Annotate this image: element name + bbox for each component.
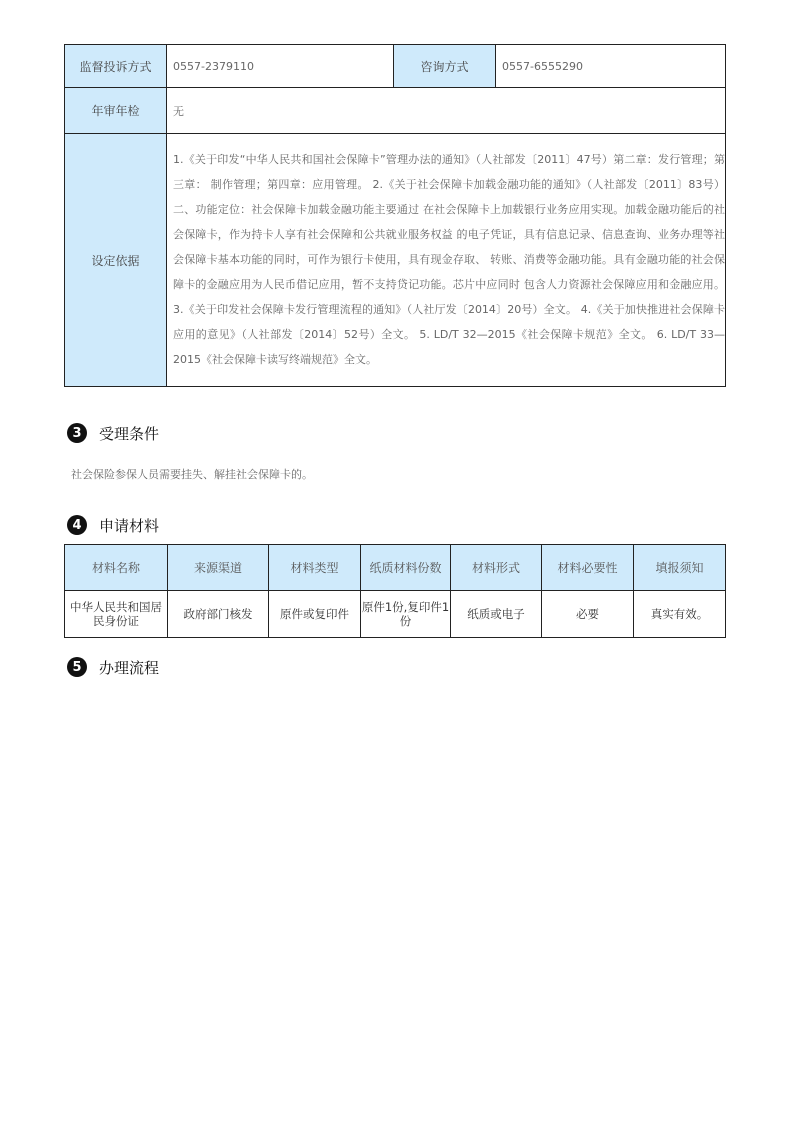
complaint-value: 0557-2379110: [167, 45, 394, 88]
header-necessity: 材料必要性: [542, 545, 634, 591]
cell-necessity: 必要: [542, 591, 634, 638]
basis-label: 设定依据: [65, 134, 167, 387]
header-copies: 纸质材料份数: [361, 545, 451, 591]
table-row: [65, 591, 726, 638]
header-notes: 填报须知: [634, 545, 726, 591]
consult-value: 0557-6555290: [496, 45, 726, 88]
acceptance-text: 社会保险参保人员需要挂失、解挂社会保障卡的。: [71, 468, 313, 481]
header-material-name: 材料名称: [65, 545, 168, 591]
annual-label: 年审年检: [65, 88, 167, 134]
section-acceptance: [67, 422, 159, 444]
cell-type: 原件或复印件: [269, 591, 361, 638]
section-process: [67, 656, 159, 678]
number-3-icon: 3: [67, 423, 87, 443]
header-source: 来源渠道: [168, 545, 269, 591]
cell-material-name: 中华人民共和国居民身份证: [65, 591, 168, 638]
number-4-icon: 4: [67, 515, 87, 535]
consult-label: 咨询方式: [394, 45, 496, 88]
cell-notes: 真实有效。: [634, 591, 726, 638]
section-materials: [67, 514, 159, 536]
materials-table: [64, 544, 726, 638]
cell-source: 政府部门核发: [168, 591, 269, 638]
section-materials-title: 申请材料: [99, 516, 160, 535]
number-5-icon: 5: [67, 657, 87, 677]
annual-value: 无: [167, 88, 726, 134]
section-acceptance-title: 受理条件: [99, 424, 160, 443]
cell-form: 纸质或电子: [451, 591, 542, 638]
info-table: [64, 44, 726, 387]
basis-text: 1.《关于印发“中华人民共和国社会保障卡”管理办法的通知》（人社部发〔2011〕47号）第二章：发行管理；第三章： 制作管理；第四章：应用管理。 2.《关于社会保障卡加载金融功能的通知》（人社部发〔2011〕83号）二、功能定位：社会保障卡加载金融功能主要通过 在社会保障卡上加载银行业务应用实现。加载金融功能后的社会保障卡，作为持卡人享有社会保障和公共就业服务权益 的电子凭证，具有信息记录、信息查询、业务办理等社会保障卡基本功能的同时，可作为银行卡使用，具有现金存取、 转账、消费等金融功能。具有金融功能的社会保障卡的金融应用为人民币借记应用，暂不支持贷记功能。芯片中应同时 包含人力资源社会保障应用和金融应用。 3.《关于印发社会保障卡发行管理流程的通知》（人社厅发〔2014〕20号）全文。 4.《关于加快推进社会保障卡应用的意见》（人社部发〔2014〕52号）全文。 5. LD/T 32—2015《社会保障卡规范》全文。 6. LD/T 33—2015《社会保障卡读写终端规范》全文。: [167, 134, 726, 387]
cell-copies: 原件1份,复印件1份: [361, 591, 451, 638]
header-form: 材料形式: [451, 545, 542, 591]
complaint-label: 监督投诉方式: [65, 45, 167, 88]
section-process-title: 办理流程: [99, 658, 160, 677]
header-type: 材料类型: [269, 545, 361, 591]
